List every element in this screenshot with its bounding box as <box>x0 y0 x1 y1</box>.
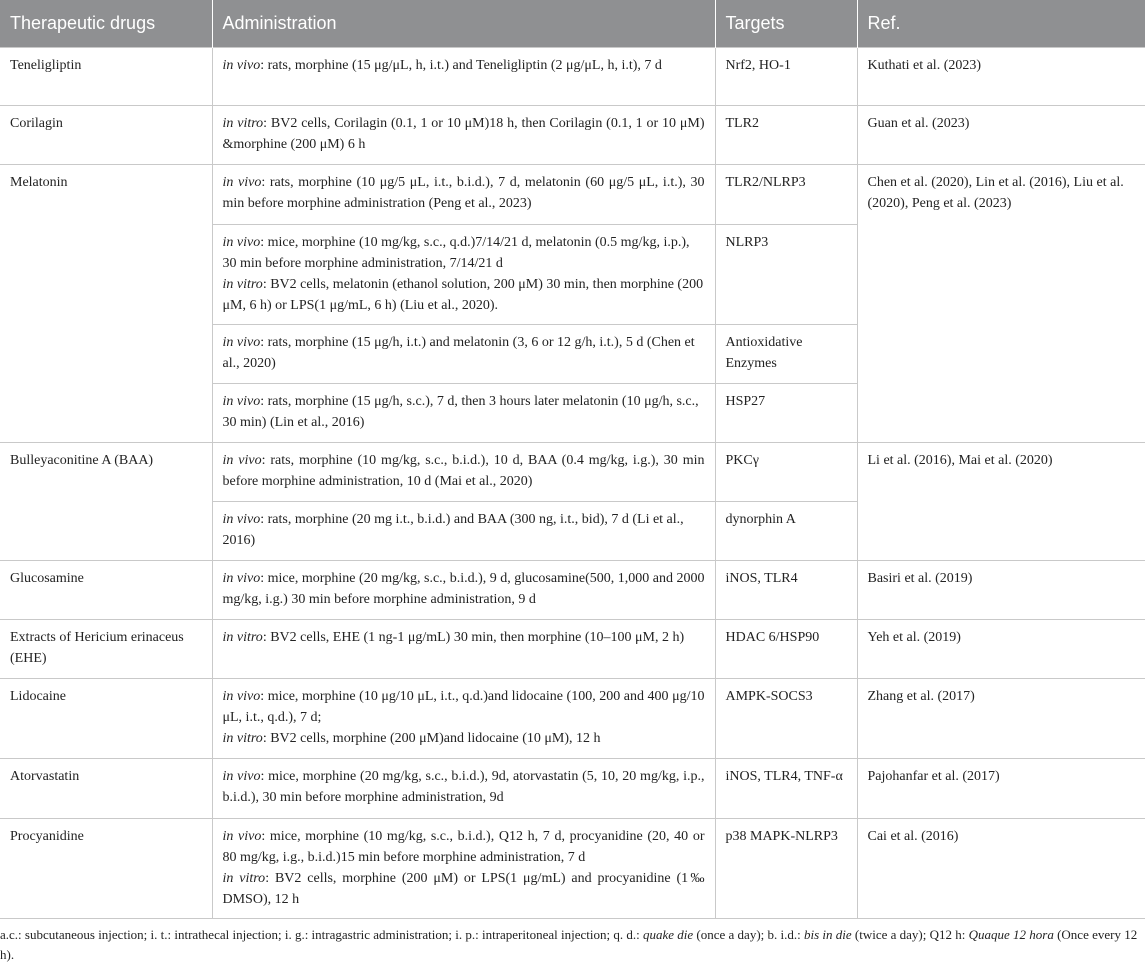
ref-cell: Basiri et al. (2019) <box>857 561 1145 620</box>
administration-cell: in vitro: BV2 cells, Corilagin (0.1, 1 or 10 μM)18 h, then Corilagin (0.1, 1 or 10 μM) &morphine (200 μM) 6 h <box>212 106 715 165</box>
administration-cell: in vivo: mice, morphine (20 mg/kg, s.c., b.i.d.), 9d, atorvastatin (5, 10, 20 mg/kg, i.p., b.i.d.), 30 min before morphine administration, 9d <box>212 759 715 819</box>
ref-cell: Kuthati et al. (2023) <box>857 48 1145 106</box>
administration-cell: in vivo: rats, morphine (15 μg/h, i.t.) and melatonin (3, 6 or 12 g/h, i.t.), 5 d (Chen et al., 2020) <box>212 325 715 384</box>
administration-cell: in vivo: rats, morphine (20 mg i.t., b.i.d.) and BAA (300 ng, i.t., bid), 7 d (Li et al., 2016) <box>212 502 715 561</box>
ref-cell: Pajohanfar et al. (2017) <box>857 759 1145 819</box>
administration-cell: in vivo: mice, morphine (10 mg/kg, s.c., q.d.)7/14/21 d, melatonin (0.5 mg/kg, i.p.), 30 min before morphine administration, 7/14/21 d in vitro: BV2 cells, melatonin (ethanol solution, 200 μM) 30 min, then morphine (200 μM, 6 h) or LPS(1 μg/mL, 6 h) (Liu et al., 2020). <box>212 225 715 325</box>
target-cell: TLR2 <box>715 106 857 165</box>
ref-cell: Yeh et al. (2019) <box>857 620 1145 679</box>
target-cell: Nrf2, HO-1 <box>715 48 857 106</box>
drug-name: Lidocaine <box>0 679 212 759</box>
administration-cell: in vivo: rats, morphine (15 μg/h, s.c.), 7 d, then 3 hours later melatonin (10 μg/h, s.c., 30 min) (Lin et al., 2016) <box>212 384 715 443</box>
target-cell: p38 MAPK-NLRP3 <box>715 819 857 919</box>
administration-cell: in vivo: rats, morphine (15 μg/μL, h, i.t.) and Teneligliptin (2 μg/μL, h, i.t), 7 d <box>212 48 715 106</box>
ref-cell: Guan et al. (2023) <box>857 106 1145 165</box>
target-cell: PKCγ <box>715 443 857 502</box>
target-cell: AMPK-SOCS3 <box>715 679 857 759</box>
table-row <box>0 48 1145 106</box>
header-row <box>0 0 1145 48</box>
target-cell: Antioxidative Enzymes <box>715 325 857 384</box>
target-cell: HSP27 <box>715 384 857 443</box>
target-cell: iNOS, TLR4, TNF-α <box>715 759 857 819</box>
administration-cell: in vivo: mice, morphine (20 mg/kg, s.c., b.i.d.), 9 d, glucosamine(500, 1,000 and 2000 mg/kg, i.g.) 30 min before morphine administration, 9 d <box>212 561 715 620</box>
target-cell: dynorphin A <box>715 502 857 561</box>
ref-cell: Cai et al. (2016) <box>857 819 1145 919</box>
target-cell: TLR2/NLRP3 <box>715 165 857 225</box>
table-row <box>0 620 1145 679</box>
table-row <box>0 561 1145 620</box>
table-footnote: a.c.: subcutaneous injection; i. t.: intrathecal injection; i. g.: intragastric administration; i. p.: intraperitoneal injection; q. d.: quake die (once a day); b. i.d.: bis in die (twice a day); Q12 h: Quaque 12 hora (Once every 12 h). <box>0 927 1138 962</box>
administration-cell: in vitro: BV2 cells, EHE (1 ng-1 μg/mL) 30 min, then morphine (10–100 μM, 2 h) <box>212 620 715 679</box>
ref-cell: Chen et al. (2020), Lin et al. (2016), Liu et al. (2020), Peng et al. (2023) <box>857 165 1145 443</box>
target-cell: HDAC 6/HSP90 <box>715 620 857 679</box>
header-ref: Ref. <box>857 0 1145 48</box>
target-cell: iNOS, TLR4 <box>715 561 857 620</box>
table-row <box>0 165 1145 225</box>
administration-cell: in vivo: rats, morphine (10 mg/kg, s.c., b.i.d.), 10 d, BAA (0.4 mg/kg, i.g.), 30 min before morphine administration, 10 d (Mai et al., 2020) <box>212 443 715 502</box>
drug-name: Bulleyaconitine A (BAA) <box>0 443 212 561</box>
drug-name: Teneligliptin <box>0 48 212 106</box>
header-targets: Targets <box>715 0 857 48</box>
header-administration: Administration <box>212 0 715 48</box>
drug-name: Corilagin <box>0 106 212 165</box>
ref-cell: Li et al. (2016), Mai et al. (2020) <box>857 443 1145 561</box>
table-row <box>0 443 1145 502</box>
table-row <box>0 819 1145 919</box>
header-drugs: Therapeutic drugs <box>0 0 212 48</box>
drug-name: Extracts of Hericium erinaceus (EHE) <box>0 620 212 679</box>
drug-name: Procyanidine <box>0 819 212 919</box>
drug-name: Glucosamine <box>0 561 212 620</box>
table-row <box>0 759 1145 819</box>
drug-name: Atorvastatin <box>0 759 212 819</box>
table-row <box>0 679 1145 759</box>
table-row <box>0 106 1145 165</box>
administration-cell: in vivo: mice, morphine (10 mg/kg, s.c., b.i.d.), Q12 h, 7 d, procyanidine (20, 40 or 80 mg/kg, i.g., b.i.d.)15 min before morphine administration, 7 d in vitro: BV2 cells, morphine (200 μM) or LPS(1 μg/mL) and procyanidine (1‰ DMSO), 12 h <box>212 819 715 919</box>
administration-cell: in vivo: rats, morphine (10 μg/5 μL, i.t., b.i.d.), 7 d, melatonin (60 μg/5 μL, i.t.), 30 min before morphine administration (Peng et al., 2023) <box>212 165 715 225</box>
drug-name: Melatonin <box>0 165 212 443</box>
ref-cell: Zhang et al. (2017) <box>857 679 1145 759</box>
target-cell: NLRP3 <box>715 225 857 325</box>
administration-cell: in vivo: mice, morphine (10 μg/10 μL, i.t., q.d.)and lidocaine (100, 200 and 400 μg/10 μL, i.t., q.d.), 7 d; in vitro: BV2 cells, morphine (200 μM)and lidocaine (10 μM), 12 h <box>212 679 715 759</box>
